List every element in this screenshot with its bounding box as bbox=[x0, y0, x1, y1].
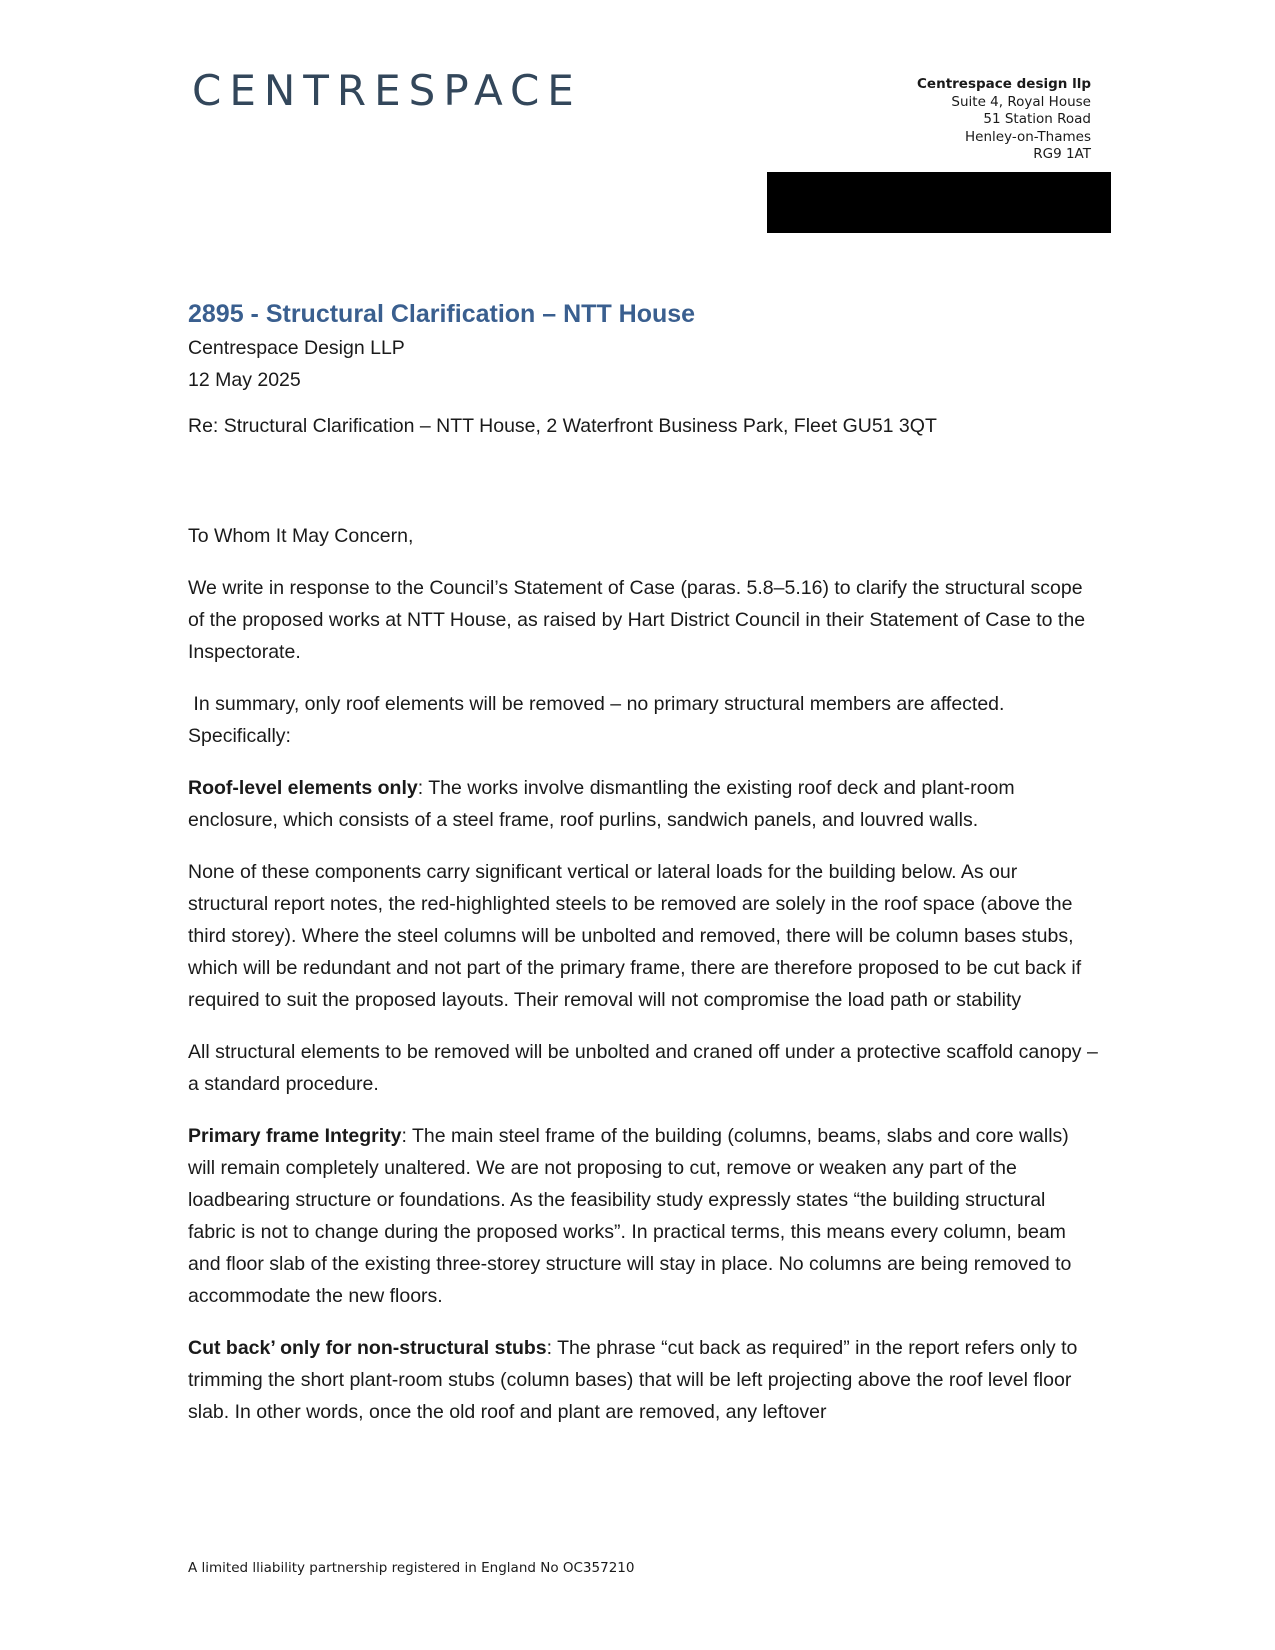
address-line-2: 51 Station Road bbox=[983, 111, 1091, 127]
paragraph-summary: In summary, only roof elements will be removed – no primary structural members are affected. Specifically: bbox=[188, 693, 1010, 747]
paragraph-primary-frame-text: : The main steel frame of the building (columns, beams, slabs and core walls) will remain completely unaltered. We are not proposing to cut, remove or weaken any part of the loadbearing structure or foundations. As the feasibility study expressly states “the building structural fabric is not to change during the proposed works”. In practical terms, this means every column, beam and floor slab of the existing three-storey structure will stay in place. No columns are being removed to accommodate the new floors. bbox=[188, 1125, 1072, 1307]
paragraph-roof-level-heading: Roof-level elements only bbox=[188, 777, 418, 799]
paragraph-cut-back-text: : The phrase “cut back as required” in the report refers only to trimming the short plant-room stubs (column bases) that will be left projecting above the roof level floor slab. In other words, once the old roof and plant are removed, any leftover bbox=[188, 1337, 1078, 1423]
paragraph-primary-frame bbox=[188, 1120, 1098, 1312]
letter-re-line: Re: Structural Clarification – NTT House, 2 Waterfront Business Park, Fleet GU51 3QT bbox=[188, 415, 937, 437]
paragraph-roof-level bbox=[188, 772, 1098, 836]
page-footer: A limited lliability partnership registered in England No OC357210 bbox=[188, 1560, 635, 1576]
address-postcode: RG9 1AT bbox=[1033, 146, 1091, 162]
paragraph-cut-back-heading: Cut back’ only for non-structural stubs bbox=[188, 1337, 547, 1359]
paragraph-roof-level-text: : The works involve dismantling the existing roof deck and plant-room enclosure, which consists of a steel frame, roof purlins, sandwich panels, and louvred walls. bbox=[188, 777, 1015, 831]
address-line-3: Henley-on-Thames bbox=[965, 128, 1091, 145]
paragraph-cut-back bbox=[188, 1332, 1098, 1428]
paragraph-removal-procedure: All structural elements to be removed will be unbolted and craned off under a protective scaffold canopy – a standard procedure. bbox=[188, 1041, 1098, 1095]
company-logo: CENTRESPACE bbox=[192, 66, 582, 115]
paragraph-loads: None of these components carry significant vertical or lateral loads for the building below. As our structural report notes, the red-highlighted steels to be removed are solely in the roof space (above the third storey). Where the steel columns will be unbolted and removed, there will be column bases stubs, which will be redundant and not part of the primary frame, there are therefore proposed to be cut back if required to suit the proposed layouts. Their removal will not compromise the load path or stability bbox=[188, 861, 1082, 1011]
paragraph-intro: We write in response to the Council’s Statement of Case (paras. 5.8–5.16) to clarify the structural scope of the proposed works at NTT House, as raised by Hart District Council in their Statement of Case to the Inspectorate. bbox=[188, 577, 1086, 663]
redaction-block bbox=[767, 172, 1111, 233]
letter-sender: Centrespace Design LLP bbox=[188, 337, 405, 359]
letter-title: 2895 - Structural Clarification – NTT House bbox=[188, 300, 696, 328]
paragraph-primary-frame-heading: Primary frame Integrity bbox=[188, 1125, 402, 1147]
letter-date: 12 May 2025 bbox=[188, 369, 301, 391]
company-address bbox=[917, 76, 1091, 164]
letter-body bbox=[188, 296, 1098, 1428]
letter-salutation: To Whom It May Concern, bbox=[188, 525, 414, 547]
address-firm-name: Centrespace design llp bbox=[917, 76, 1091, 92]
address-line-1: Suite 4, Royal House bbox=[951, 93, 1091, 110]
